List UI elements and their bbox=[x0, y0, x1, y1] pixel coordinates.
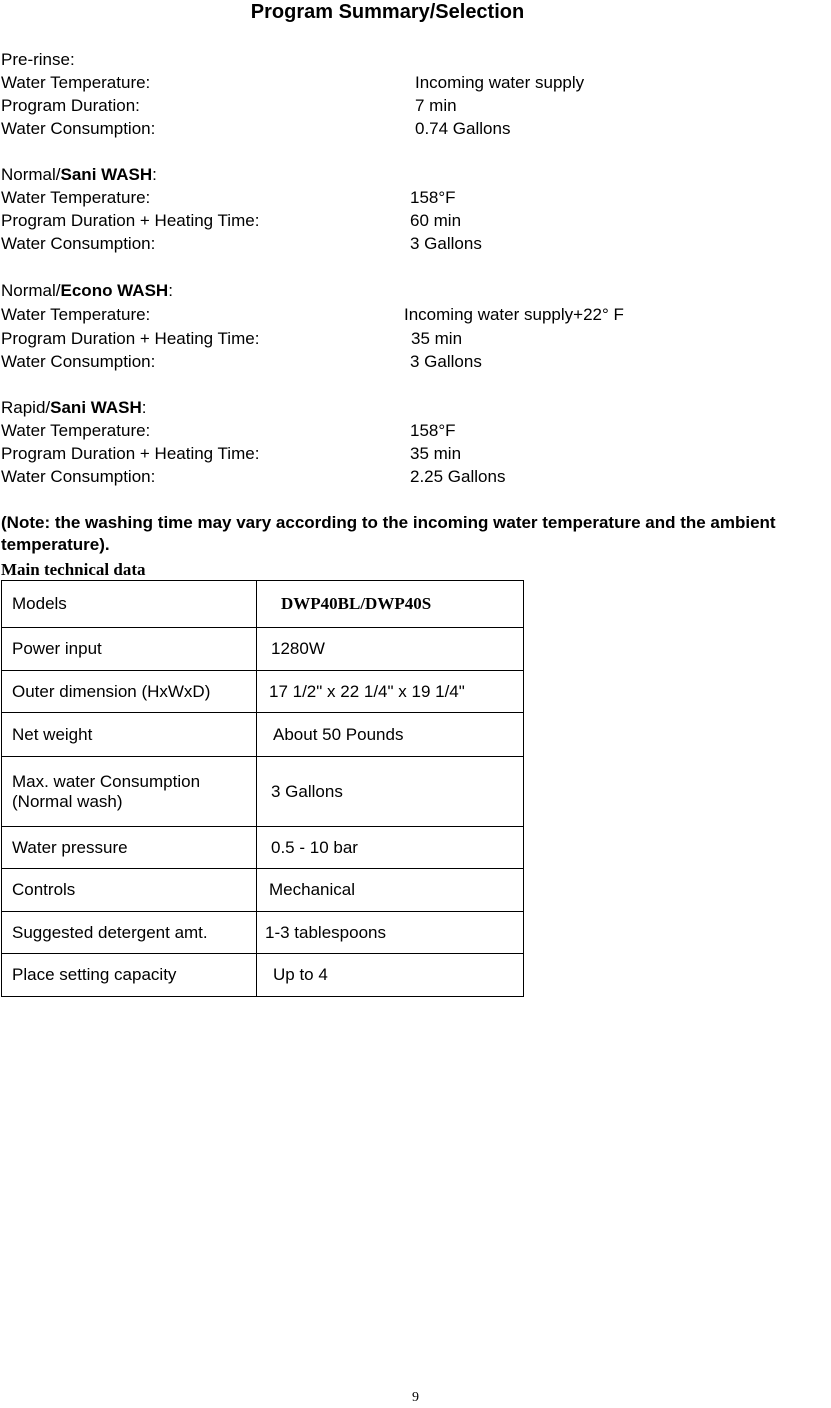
spec-value: 0.5 - 10 bar bbox=[257, 827, 524, 869]
rapid-sani-consumption-label: Water Consumption: bbox=[1, 467, 156, 486]
spec-row-outer-dimension bbox=[2, 671, 524, 713]
technical-data-heading: Main technical data bbox=[1, 560, 146, 579]
normal-sani-duration-label: Program Duration + Heating Time: bbox=[1, 211, 260, 230]
spec-label: Water pressure bbox=[2, 827, 257, 869]
spec-row-suggested-detergent bbox=[2, 912, 524, 954]
spec-label: Place setting capacity bbox=[2, 954, 257, 997]
spec-value: 17 1/2" x 22 1/4" x 19 1/4" bbox=[257, 671, 524, 713]
spec-label: Outer dimension (HxWxD) bbox=[2, 671, 257, 713]
spec-row-net-weight bbox=[2, 713, 524, 757]
spec-label: Models bbox=[2, 581, 257, 628]
normal-econo-temp-value: Incoming water supply+22° F bbox=[404, 305, 624, 324]
normal-econo-consumption-label: Water Consumption: bbox=[1, 352, 156, 371]
spec-value: 3 Gallons bbox=[257, 757, 524, 827]
program-name-normal-econo-wash: Normal/Econo WASH: bbox=[1, 281, 173, 300]
spec-row-controls bbox=[2, 869, 524, 912]
pre-rinse-duration-label: Program Duration: bbox=[1, 96, 140, 115]
technical-data-table bbox=[1, 580, 524, 997]
normal-econo-temp-label: Water Temperature: bbox=[1, 305, 151, 324]
spec-value: About 50 Pounds bbox=[257, 713, 524, 757]
spec-value: DWP40BL/DWP40S bbox=[257, 581, 524, 628]
spec-label: Suggested detergent amt. bbox=[2, 912, 257, 954]
pre-rinse-temp-value: Incoming water supply bbox=[415, 73, 585, 92]
spec-label: Max. water Consumption (Normal wash) bbox=[2, 757, 257, 827]
program-name-pre-rinse: Pre-rinse: bbox=[1, 50, 75, 69]
normal-sani-temp-label: Water Temperature: bbox=[1, 188, 151, 207]
spec-row-models bbox=[2, 581, 524, 628]
program-name-rapid-sani-wash: Rapid/Sani WASH: bbox=[1, 398, 147, 417]
spec-value: 1280W bbox=[257, 628, 524, 671]
program-name-normal-sani-wash: Normal/Sani WASH: bbox=[1, 165, 157, 184]
page-number: 9 bbox=[412, 1390, 419, 1405]
normal-econo-consumption-value: 3 Gallons bbox=[410, 352, 482, 371]
pre-rinse-consumption-label: Water Consumption: bbox=[1, 119, 156, 138]
rapid-sani-duration-value: 35 min bbox=[410, 444, 462, 463]
spec-row-power-input bbox=[2, 628, 524, 671]
spec-row-max-water-consumption bbox=[2, 757, 524, 827]
spec-value: Mechanical bbox=[257, 869, 524, 912]
pre-rinse-temp-label: Water Temperature: bbox=[1, 73, 151, 92]
washing-time-note: (Note: the washing time may vary according to the incoming water temperature and the ambient temperature). bbox=[1, 513, 776, 554]
normal-econo-duration-label: Program Duration + Heating Time: bbox=[1, 329, 260, 348]
normal-sani-duration-value: 60 min bbox=[410, 211, 462, 230]
spec-row-place-setting-capacity bbox=[2, 954, 524, 997]
normal-sani-consumption-value: 3 Gallons bbox=[410, 234, 482, 253]
spec-label: Power input bbox=[2, 628, 257, 671]
spec-label: Net weight bbox=[2, 713, 257, 757]
rapid-sani-consumption-value: 2.25 Gallons bbox=[410, 467, 506, 486]
spec-value: Up to 4 bbox=[257, 954, 524, 997]
pre-rinse-consumption-value: 0.74 Gallons bbox=[415, 119, 511, 138]
rapid-sani-duration-label: Program Duration + Heating Time: bbox=[1, 444, 260, 463]
spec-label: Controls bbox=[2, 869, 257, 912]
spec-row-water-pressure bbox=[2, 827, 524, 869]
normal-sani-consumption-label: Water Consumption: bbox=[1, 234, 156, 253]
pre-rinse-duration-value: 7 min bbox=[415, 96, 457, 115]
rapid-sani-temp-label: Water Temperature: bbox=[1, 421, 151, 440]
page-title: Program Summary/Selection bbox=[250, 1, 525, 23]
normal-econo-duration-value: 35 min bbox=[411, 329, 463, 348]
spec-value: 1-3 tablespoons bbox=[257, 912, 524, 954]
normal-sani-temp-value: 158°F bbox=[410, 188, 456, 207]
rapid-sani-temp-value: 158°F bbox=[410, 421, 456, 440]
